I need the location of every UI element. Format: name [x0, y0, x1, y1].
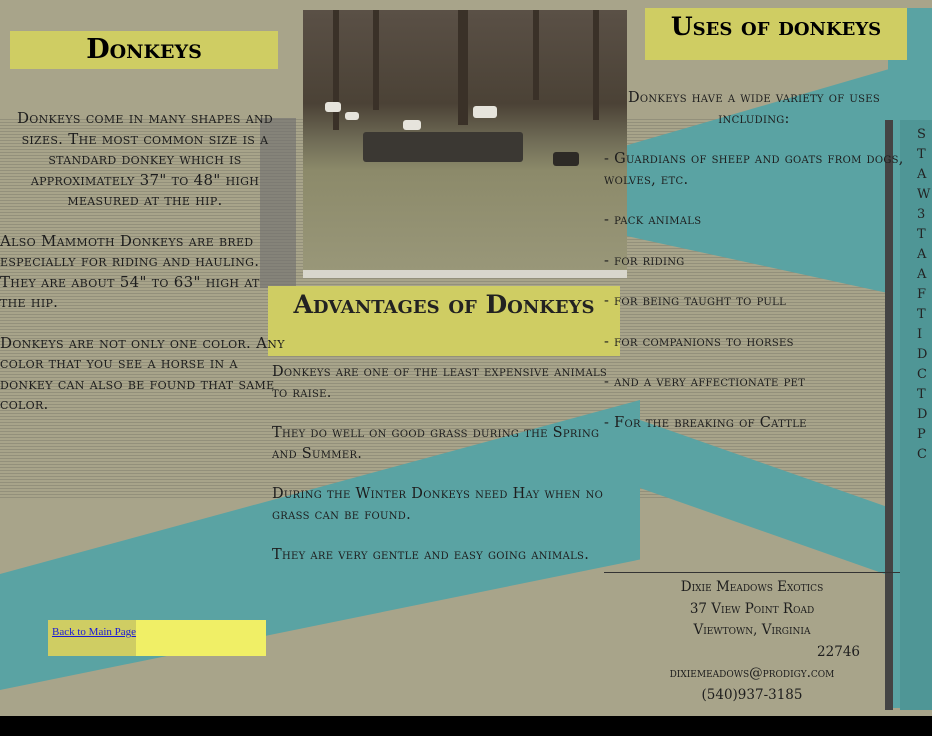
donkeys-para: Donkeys come in many shapes and sizes. The most common size is a standard donkey which is approximately 37" to 48" high measured at the hip. — [16, 109, 274, 209]
advantages-para: They are very gentle and easy going animals. — [272, 547, 590, 563]
donkeys-description — [0, 108, 290, 435]
address-city: Viewtown, Virginia — [693, 622, 811, 638]
donkeys-para: Also Mammoth Donkeys are bred especially for riding and hauling. They are about 54" to 63" high at the hip. — [0, 231, 260, 311]
uses-intro: Donkeys have a wide variety of uses including: — [627, 90, 881, 127]
uses-item: - pack animals — [604, 212, 702, 228]
advantages-para: Donkeys are one of the least expensive animals to raise. — [272, 364, 608, 401]
edge-clipped-text: S T A W 3 T A A F T I D C T D P C — [917, 127, 931, 462]
email-address: dixiemeadows@prodigy.com — [669, 665, 835, 681]
uses-item: - for being taught to pull — [604, 293, 787, 309]
address-road: 37 View Point Road — [689, 600, 815, 617]
donkeys-para: Donkeys are not only one color. Any color that you see a horse in a donkey can also be found that same color. — [0, 333, 285, 413]
donkeys-title: Donkeys — [10, 31, 278, 69]
phone-number: (540)937-3185 — [701, 686, 803, 703]
donkeys-photo — [303, 10, 627, 278]
business-name: Dixie Meadows Exotics — [680, 579, 824, 595]
advantages-list — [272, 362, 612, 586]
uses-list — [604, 88, 904, 453]
bottom-bar — [0, 716, 932, 736]
back-link-box — [48, 620, 261, 656]
uses-item: - For the breaking of Cattle — [604, 414, 807, 431]
contact-info — [604, 572, 900, 706]
uses-title: Uses of donkeys — [645, 8, 907, 60]
advantages-para: They do well on good grass during the Spring and Summer. — [272, 425, 600, 462]
uses-item: - and a very affectionate pet — [604, 374, 806, 390]
back-link-highlight — [136, 620, 266, 656]
advantages-title: Advantages of Donkeys — [268, 286, 620, 356]
address-zip: 22746 — [817, 643, 860, 660]
uses-item: - for riding — [604, 252, 685, 269]
uses-item: - for companions to horses — [604, 333, 794, 350]
advantages-para: During the Winter Donkeys need Hay when no grass can be found. — [272, 486, 604, 523]
uses-item: - Guardians of sheep and goats from dogs, wolves, etc. — [604, 151, 904, 188]
back-to-main-link[interactable]: Back to Main Page — [52, 626, 137, 638]
